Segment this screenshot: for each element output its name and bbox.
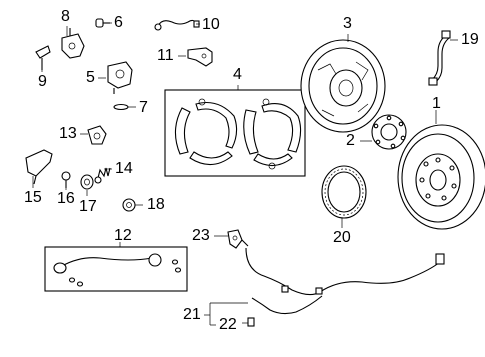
part-17-cup xyxy=(81,175,93,189)
callout-10: 10 xyxy=(202,16,220,33)
callout-9: 9 xyxy=(38,73,47,90)
part-7-ring xyxy=(114,105,128,110)
part-15-lever xyxy=(26,150,52,184)
part-12-cable-kit xyxy=(45,247,187,291)
part-9-clip xyxy=(36,46,50,70)
callout-7: 7 xyxy=(139,99,148,116)
part-4-brake-shoes xyxy=(165,90,305,176)
part-16-pin xyxy=(62,172,70,188)
callout-23: 23 xyxy=(192,227,210,244)
part-10-wire xyxy=(155,20,199,30)
callout-18: 18 xyxy=(147,196,165,213)
part-8-bracket xyxy=(62,28,84,58)
callout-4: 4 xyxy=(233,66,242,83)
callout-2: 2 xyxy=(346,132,355,149)
callout-15: 15 xyxy=(24,189,42,206)
callout-11: 11 xyxy=(157,47,174,64)
callout-5: 5 xyxy=(86,69,95,86)
leader-lines xyxy=(33,23,458,325)
callout-21: 21 xyxy=(183,306,201,323)
part-3-backing-plate xyxy=(301,40,385,132)
part-11-bracket xyxy=(188,48,212,66)
part-23-sensor xyxy=(228,230,248,248)
callout-1: 1 xyxy=(432,95,441,112)
callout-12: 12 xyxy=(114,227,132,244)
callout-22: 22 xyxy=(219,316,237,333)
part-14-spring xyxy=(95,168,110,183)
part-21-harness xyxy=(246,248,444,314)
part-19-hose xyxy=(429,31,450,85)
part-18-nut xyxy=(123,199,135,211)
part-20-tone-ring xyxy=(322,166,366,218)
callout-16: 16 xyxy=(57,190,75,207)
callout-14: 14 xyxy=(115,160,133,177)
part-1-brake-drum xyxy=(398,125,485,229)
callout-17: 17 xyxy=(79,198,97,215)
callout-13: 13 xyxy=(59,125,77,142)
callout-8: 8 xyxy=(61,8,70,25)
part-22-clip xyxy=(248,318,254,326)
callout-3: 3 xyxy=(343,15,352,32)
part-5-wheel-cylinder xyxy=(108,62,132,94)
callout-19: 19 xyxy=(461,31,479,48)
part-13-adjuster xyxy=(88,126,106,144)
callout-6: 6 xyxy=(114,14,123,31)
callout-20: 20 xyxy=(333,229,351,246)
part-2-hub xyxy=(372,115,406,149)
